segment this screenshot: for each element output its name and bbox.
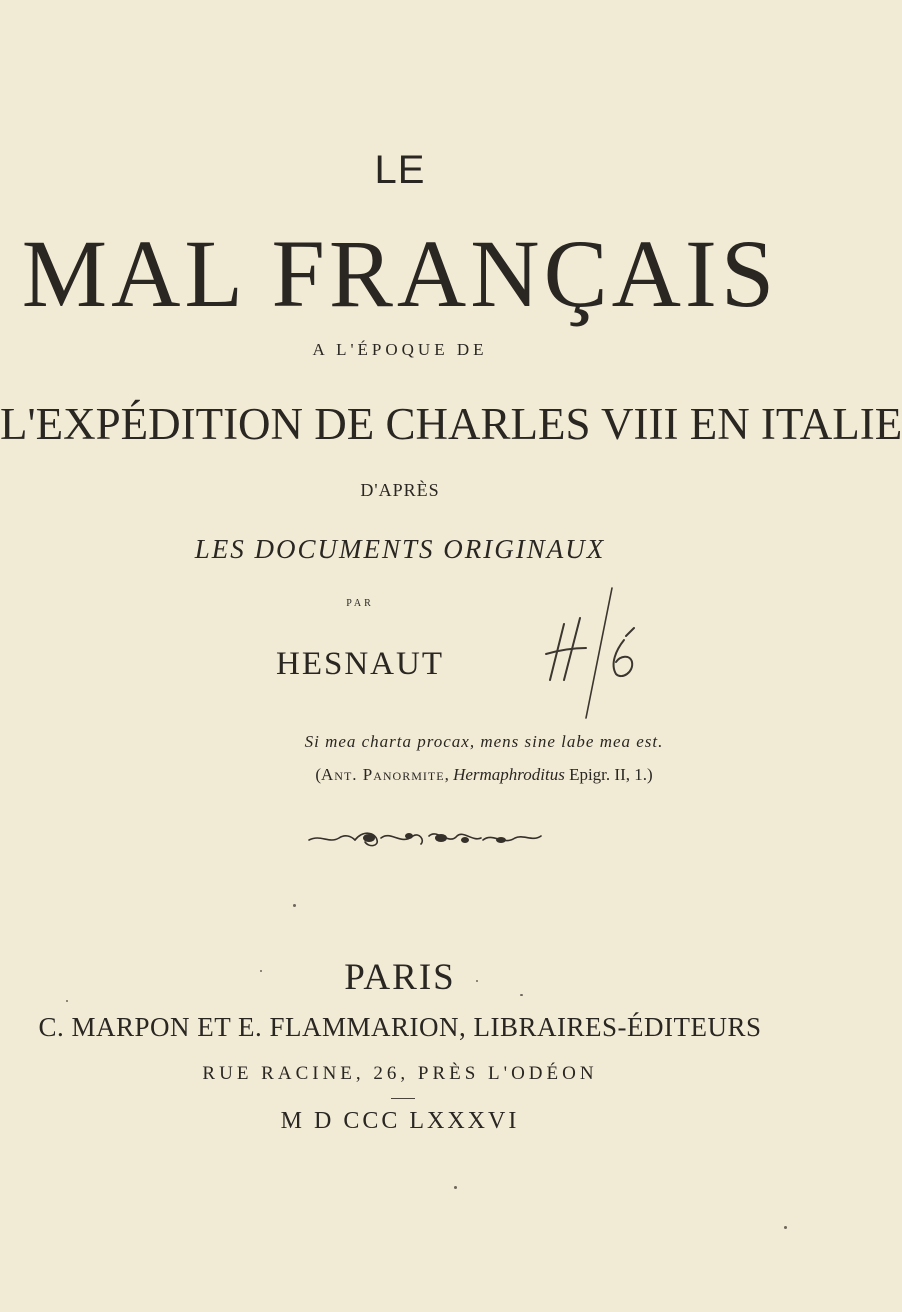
epigraph-source-open: ( bbox=[315, 765, 321, 784]
imprint-year: M D CCC LXXXVI bbox=[280, 1108, 520, 1134]
paper-speck bbox=[476, 980, 478, 982]
printer-ornament bbox=[305, 826, 545, 850]
epigraph-reference: Epigr. II, 1.) bbox=[564, 765, 653, 784]
par-label: PAR bbox=[346, 598, 374, 609]
epigraph-source bbox=[84, 765, 884, 785]
handwritten-shelfmark bbox=[520, 568, 660, 728]
imprint-address: RUE RACINE, 26, PRÈS L'ODÉON bbox=[202, 1063, 598, 1084]
main-title: MAL FRANÇAIS bbox=[21, 220, 779, 327]
paper-speck bbox=[66, 1000, 68, 1002]
epigraph-work: Hermaphroditus bbox=[453, 765, 565, 784]
epigraph-quote: Si mea charta procax, mens sine labe mea est. bbox=[304, 732, 664, 751]
title-article: LE bbox=[374, 148, 426, 192]
dapres-label: D'APRÈS bbox=[360, 480, 440, 500]
paper-speck bbox=[784, 1226, 787, 1229]
epigraph-author: Ant. Panormite bbox=[321, 765, 445, 784]
paper-speck bbox=[520, 994, 523, 996]
subtitle-period: A L'ÉPOQUE DE bbox=[312, 340, 488, 359]
imprint-publisher: C. MARPON ET E. FLAMMARION, LIBRAIRES-ÉDITEURS bbox=[38, 1012, 762, 1042]
imprint-city: PARIS bbox=[344, 957, 456, 998]
divider-rule bbox=[391, 1098, 415, 1099]
paper-speck bbox=[454, 1186, 457, 1189]
epigraph-separator: , bbox=[444, 765, 454, 784]
author-name: HESNAUT bbox=[276, 646, 444, 682]
paper-speck bbox=[260, 970, 262, 972]
subtitle-expedition: L'EXPÉDITION DE CHARLES VIII EN ITALIE bbox=[0, 399, 902, 449]
documents-line: LES DOCUMENTS ORIGINAUX bbox=[194, 534, 606, 564]
paper-speck bbox=[293, 904, 296, 907]
